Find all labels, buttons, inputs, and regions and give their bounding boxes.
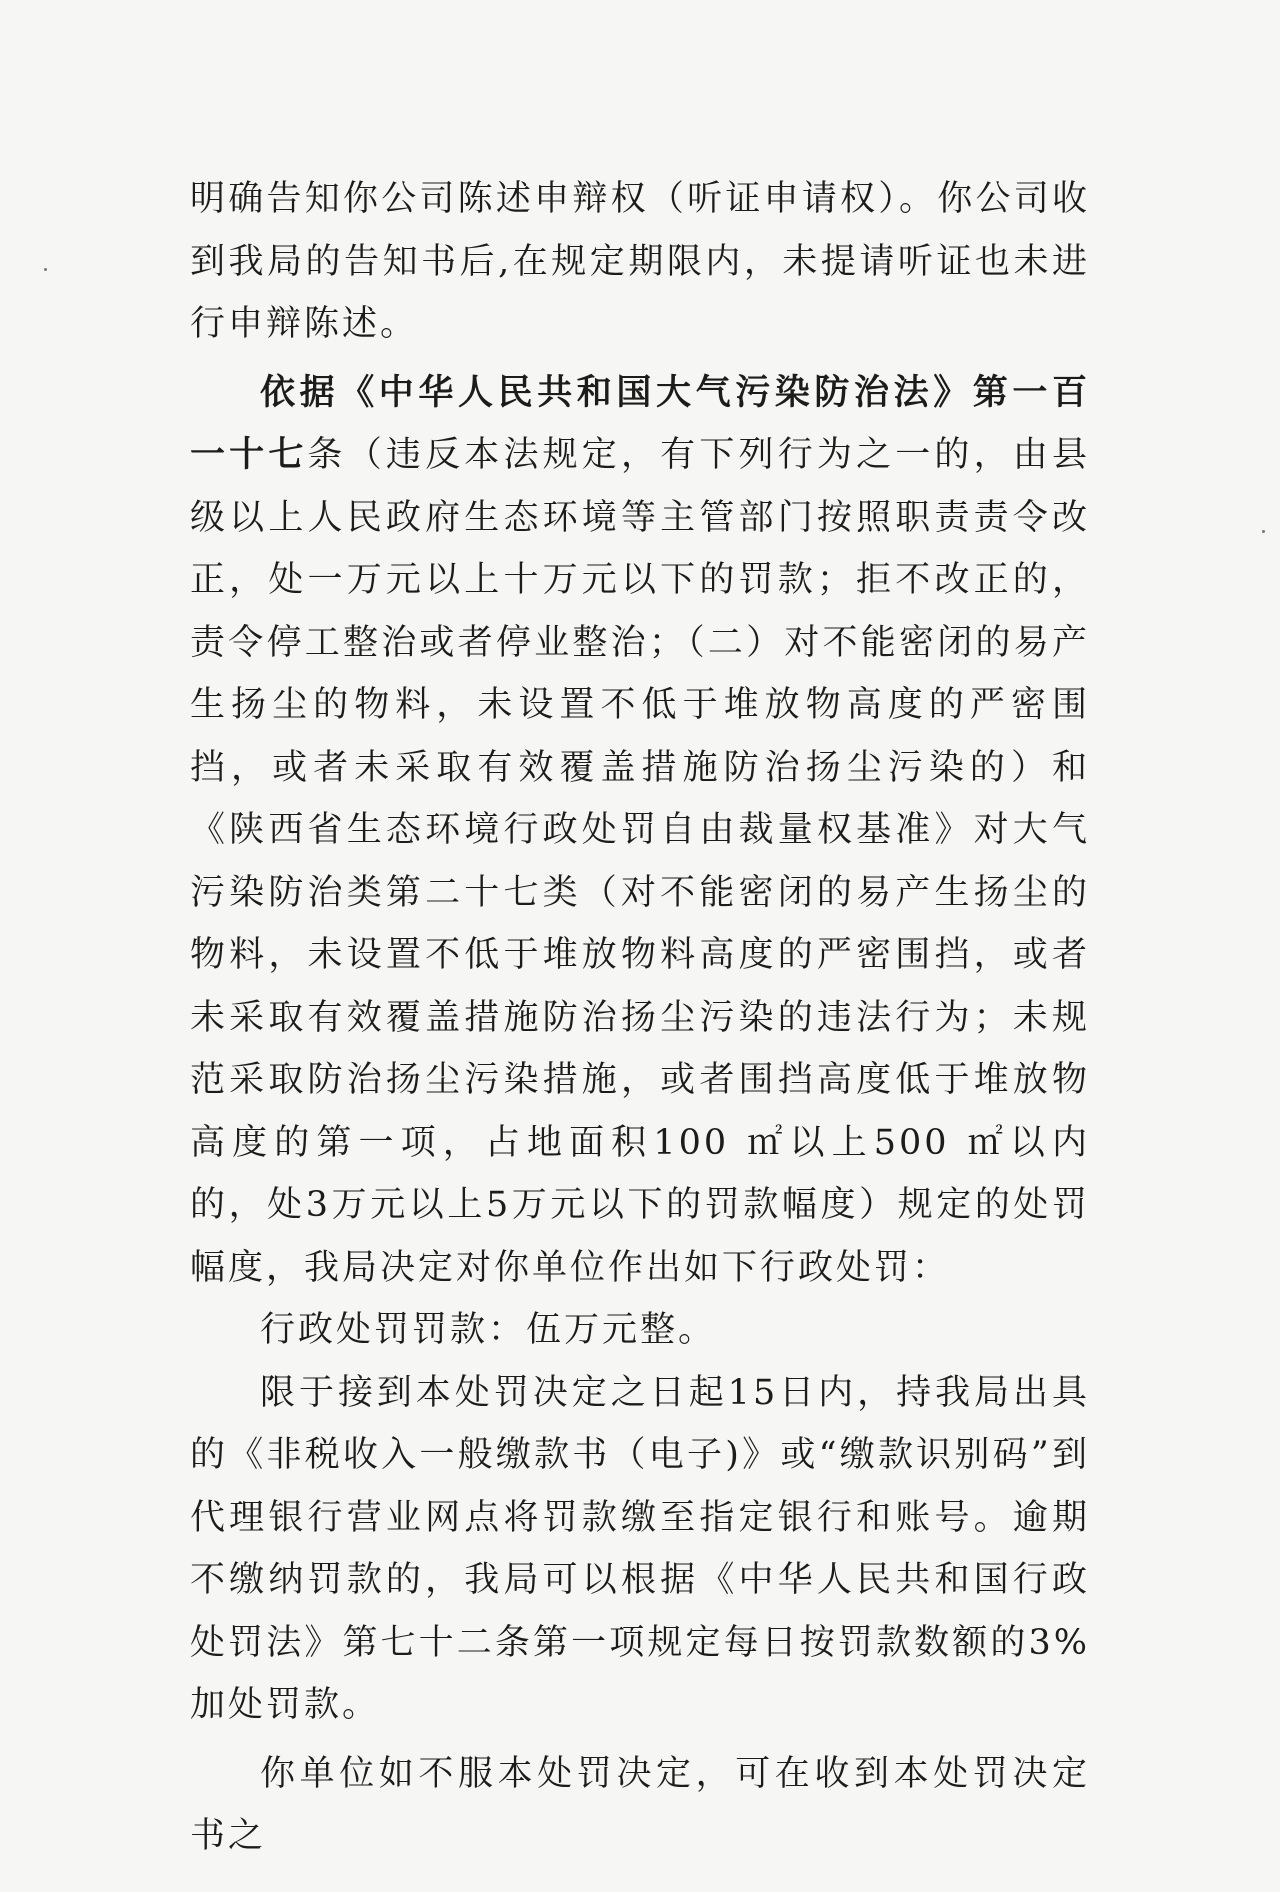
- law-citation: 依据《中华人民共和国大气污染防治法》第一百一十七: [190, 371, 1090, 475]
- scan-speck: [1262, 530, 1265, 533]
- paragraph-1: 明确告知你公司陈述申辩权（听证申请权）。你公司收到我局的告知书后,在规定期限内，未提请听证也未进行申辩陈述。: [190, 179, 1090, 344]
- scan-speck: [44, 268, 47, 271]
- document-body: [190, 168, 1090, 1868]
- paragraph-2-text: 条（违反本法规定，有下列行为之一的，由县级以上人民政府生态环境等主管部门按照职责责令改正，处一万元以上十万元以下的罚款；拒不改正的，责令停工整治或者停业整治；（二）对不能密闭的易产生扬尘的物料，未设置不低于堆放物高度的严密围挡，或者未采取有效覆盖措施防治扬尘污染的）和《陕西省生态环境行政处罚自由裁量权基准》对大气污染防治类第二十七类（对不能密闭的易产生扬尘的物料，未设置不低于堆放物料高度的严密围挡，或者未采取有效覆盖措施防治扬尘污染的违法行为；未规范采取防治扬尘污染措施，或者围挡高度低于堆放物高度的第一项，占地面积100 ㎡以上500 ㎡以内的，处3万元以上5万元以下的罚款幅度）规定的处罚幅度，我局决定对你单位作出如下行政处罚：: [190, 435, 1090, 1288]
- paragraph-5: 你单位如不服本处罚决定，可在收到本处罚决定书之: [190, 1753, 1090, 1856]
- paragraph-4: 限于接到本处罚决定之日起15日内，持我局出具的《非税收入一般缴款书（电子)》或“缴款识别码”到代理银行营业网点将罚款缴至指定银行和账号。逾期不缴纳罚款的，我局可以根据《中华人民共和国行政处罚法》第七十二条第一项规定每日按罚款数额的3%加处罚款。: [190, 1372, 1090, 1725]
- paragraph-3: 行政处罚罚款：伍万元整。: [260, 1310, 717, 1350]
- paragraph-2: [190, 362, 1090, 1300]
